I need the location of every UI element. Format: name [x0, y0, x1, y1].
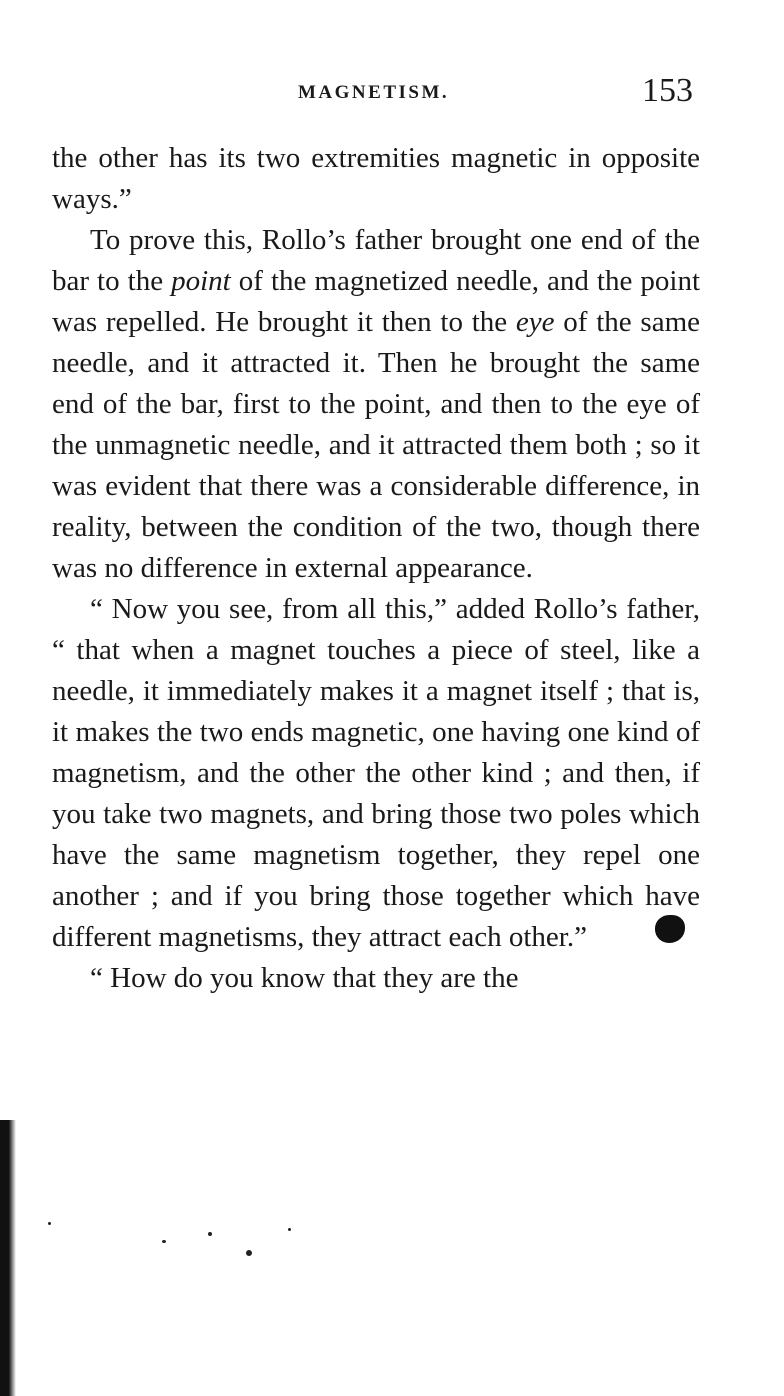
text-run: “ How do you know that they are the — [90, 962, 519, 994]
ink-speck — [246, 1250, 252, 1256]
paragraph — [52, 138, 700, 220]
page-edge-shadow — [0, 1120, 16, 1396]
paragraph — [52, 589, 700, 958]
ink-speck — [208, 1232, 212, 1236]
text-run: the other has its two extremities magnetic in opposite ways.” — [52, 142, 700, 215]
ink-speck — [162, 1240, 166, 1243]
text-run: To prove this, Rollo’s father brought one end of the bar to the — [52, 224, 700, 297]
text-run: “ Now you see, from all this,” added Rollo’s father, “ that when a magnet touches a piece of steel, like a needle, it immediately makes it a magnet itself ; that is, it makes the two ends magnetic, one having one kind of magnetism, and the other the other kind ; and then, if you take two magnets, and bring those two poles which have the same magnetism together, they repel one another ; and if you bring those together which have different magnetisms, they attract each other.” — [52, 593, 700, 953]
page-header — [0, 72, 784, 112]
ink-speck — [48, 1222, 51, 1225]
italic-run: eye — [515, 306, 555, 338]
text-run: of the same needle, and it attracted it. Then he brought the same end of the bar, first to the point, and then to the eye of the unmagnetic needle, and it attracted them both ; so it was evident that there was a considerable difference, in reality, between the condition of the two, though there was no difference in external appearance. — [52, 306, 701, 584]
body-text — [52, 138, 700, 999]
page-number: 153 — [642, 72, 693, 109]
running-head: MAGNETISM. — [298, 82, 450, 103]
text-run: of the magnetized needle, and the point was repelled. He brought it then to the — [52, 265, 701, 338]
italic-run: point — [171, 265, 231, 297]
paragraph — [52, 220, 700, 589]
ink-speck — [288, 1228, 291, 1231]
paragraph — [52, 958, 700, 999]
